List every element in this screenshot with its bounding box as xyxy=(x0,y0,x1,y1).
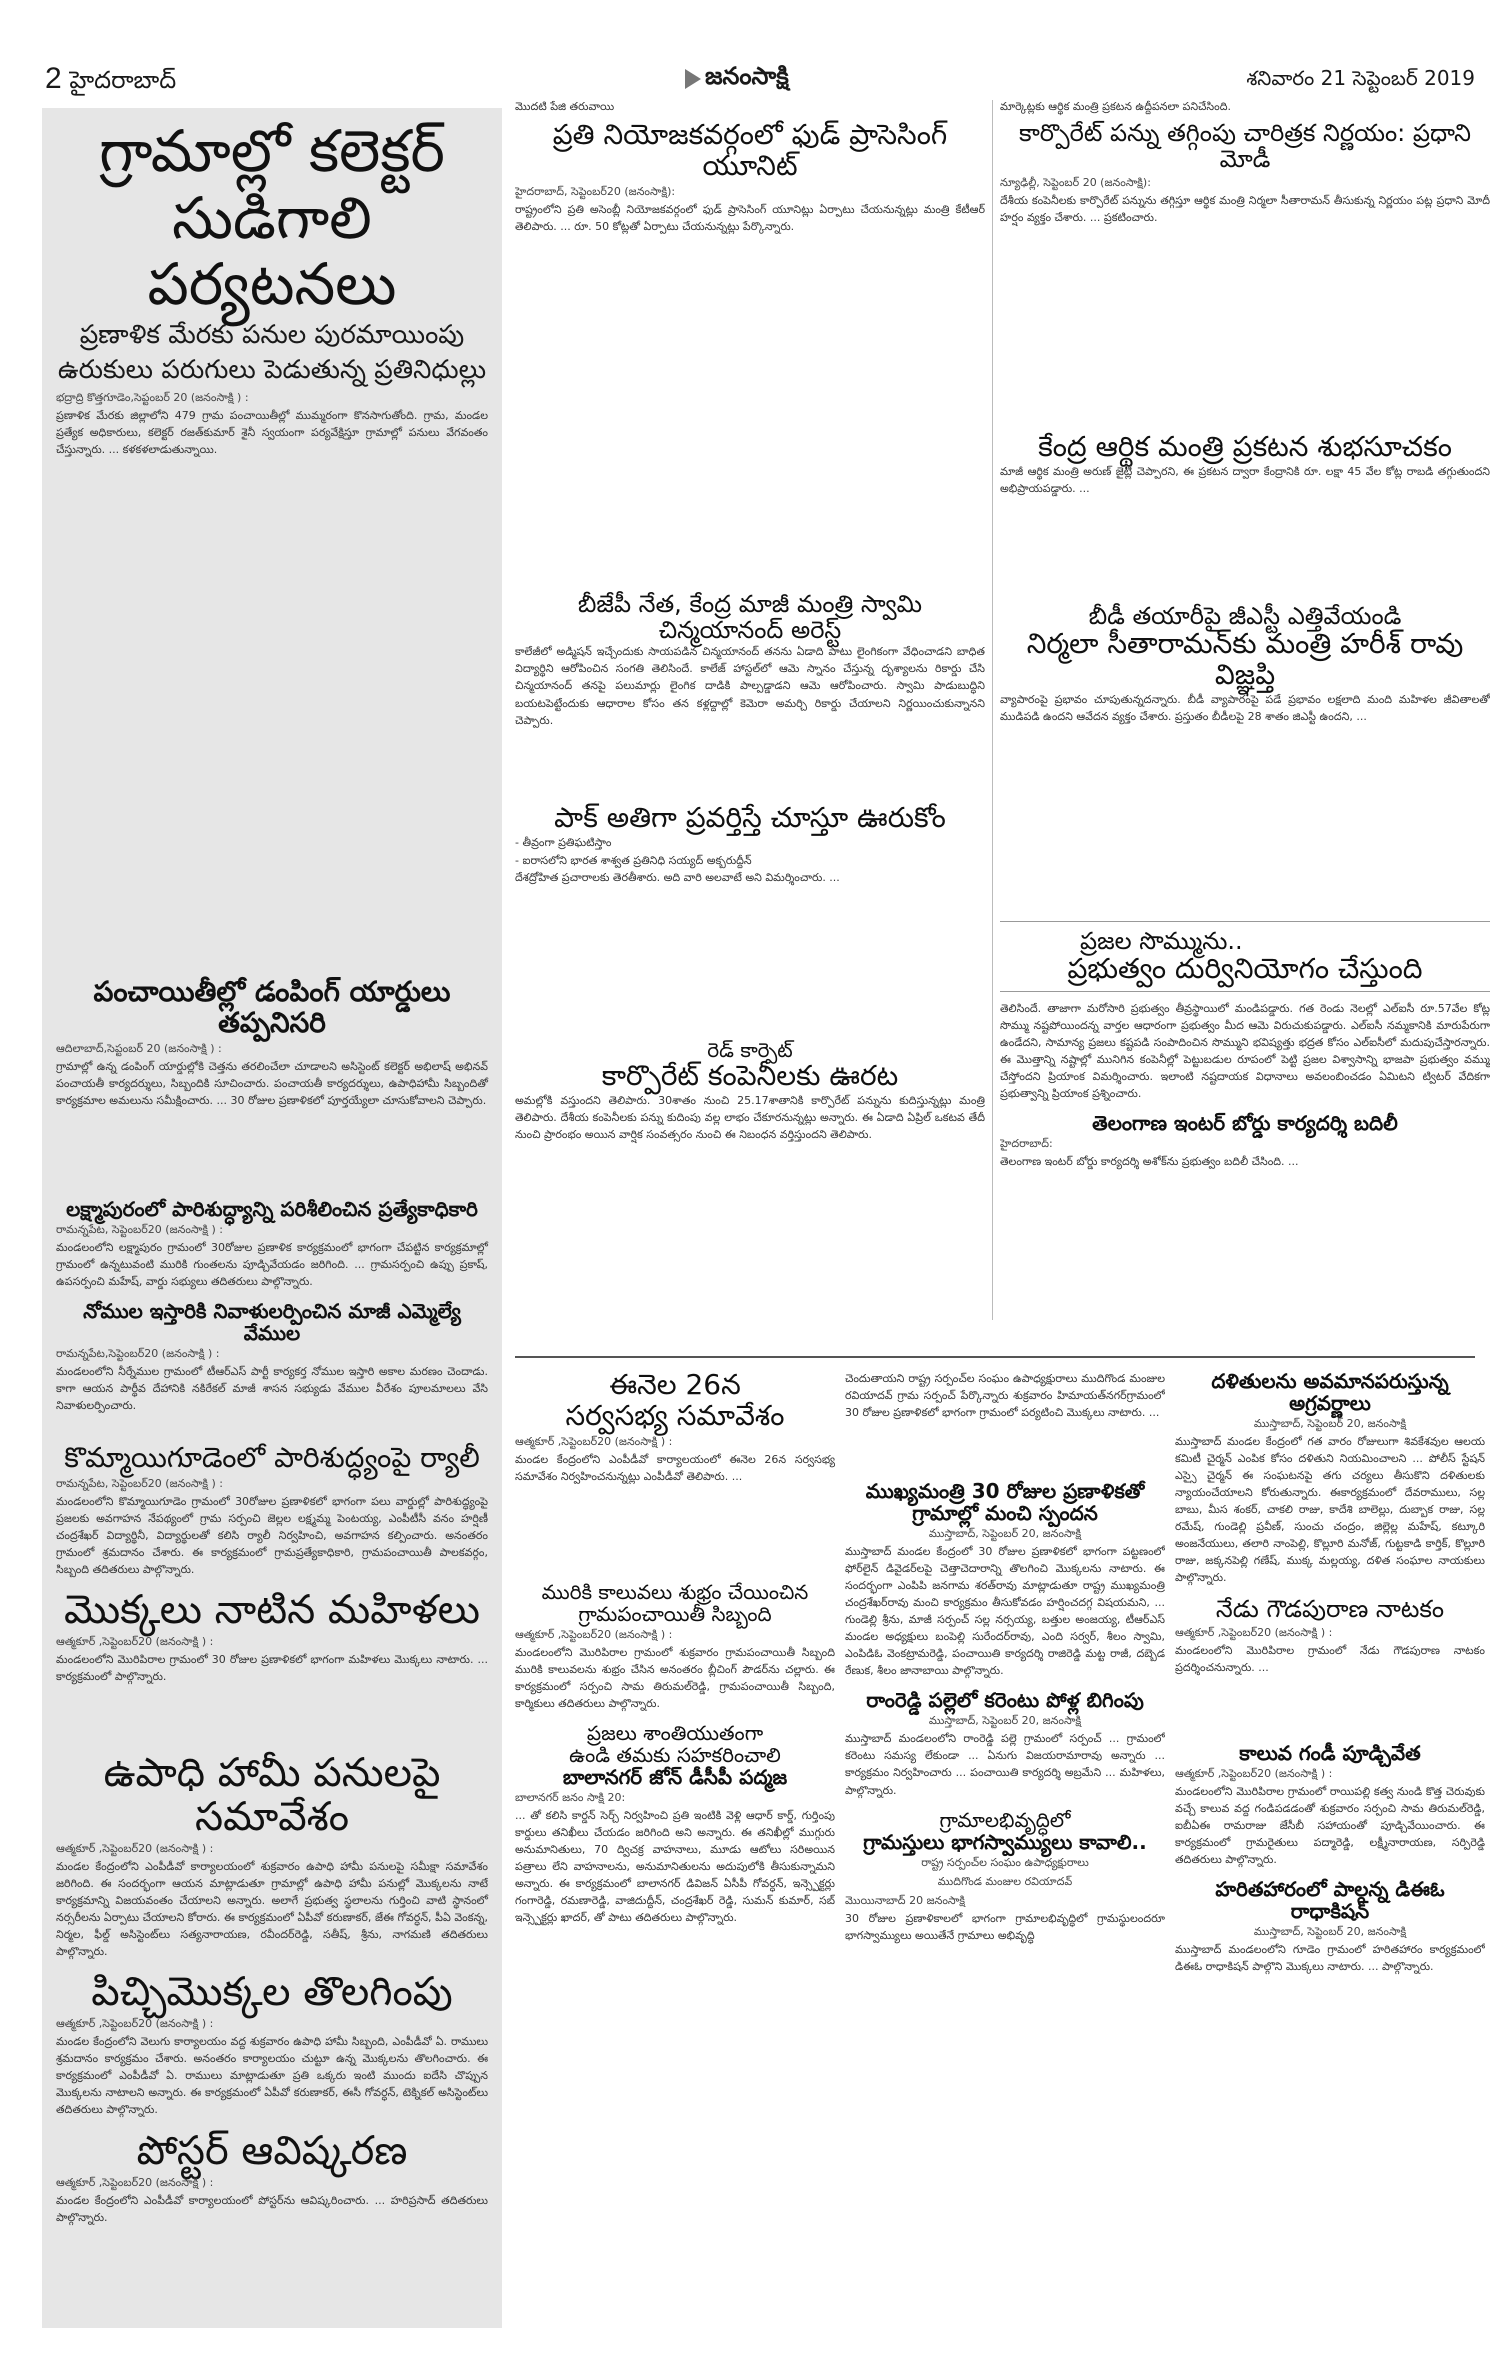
dateline: ముస్తాబాద్, సెప్టెంబర్ 20, జనంసాక్షి xyxy=(1253,1417,1407,1430)
story-headline: నేడు గౌడపురాణ నాటకం xyxy=(1215,1595,1445,1624)
story-headline-line2: గ్రామస్తులు భాగస్వామ్యులు కావాలి.. xyxy=(863,1829,1147,1854)
story-women-plant-saplings xyxy=(56,1588,488,1741)
story-headline-line1: గ్రామాలభివృద్ధిలో xyxy=(939,1807,1071,1832)
story-headline-line1: ఈనెల 26న xyxy=(609,1370,741,1401)
story-bullet: - ఐరాసలోని భారత శాశ్వత ప్రతినిధి సయ్యద్ అక్బరుద్దీన్ xyxy=(515,853,752,867)
lead-story xyxy=(56,118,488,967)
story-byline-2: ముదిగొండ మంజుల రవియాదవ్ xyxy=(937,1874,1073,1888)
story-headline: కేంద్ర ఆర్థిక మంత్రి ప్రకటన శుభసూచకం xyxy=(1038,429,1452,463)
article-body: గ్రామాల్లో ఉన్న డంపింగ్ యార్డుల్లోకి చెత్తను తరలించేలా చూడాలని అసిస్టెంట్ కలెక్టర్ అభిలాష్ అభినవ్ పంచాయతీ కార్యదర్శులు, సిబ్బందికి సూచించారు. పంచాయతీ కార్యదర్శులు, ఉపాధిహామీ సిబ్బందితో కార్యక్రమాల అమలును సమీక్షించారు. ... 30 రోజుల ప్రణాళికలో పూర్తయ్యేలా చూసుకోవాలని చెప్పారు. xyxy=(56,1059,488,1107)
article-body: చెందుతాయని రాష్ట్ర సర్పంచ్‌ల సంఘం ఉపాధ్యక్షురాలు ముదిగొండ మంజుల రవియాదవ్ గ్రామ సర్పంచ్ పేర్కొన్నారు శుక్రవారం హిమాయత్‌నగర్‌గ్రామంలో 30 రోజుల ప్రణాళికలో భాగంగా గ్రామంలో పర్యటించి మొక్కలు నాటారు. ... xyxy=(845,1372,1165,1420)
dateline: బాలానగర్ జనం సాక్షి 20: xyxy=(515,1790,626,1804)
article-body: దేశద్రోహిత ప్రచారాలకు తెరతీశారు. అది వారి అలవాటే అని విమర్శించారు. ... xyxy=(515,871,840,885)
boxed-headline xyxy=(1000,921,1490,992)
article-body: మండలంలోని మొరిపిరాల గ్రామంలో 30 రోజుల ప్రణాళికలో భాగంగా మహిళలు మొక్కలు నాటారు. ... కార్యక్రమంలో పాల్గొన్నారు. xyxy=(56,1653,488,1684)
story-headline-line1: మురికి కాలువలు శుభ్రం చేయించిన xyxy=(541,1579,809,1604)
article-body: మండలంలోని మొరిపిరాల గ్రామంలో నేడు గౌడపురాణ నాటకం ప్రదర్శించనున్నారు. ... xyxy=(1175,1643,1485,1674)
story-inter-board-transfer xyxy=(1000,1112,1490,1170)
lead-headline-line1: గ్రామాల్లో కలెక్టర్ xyxy=(99,117,445,185)
story-headline-line2: ఉండి తమకు సహకరించాలి xyxy=(569,1742,781,1767)
dateline: మొయినాబాద్ 20 జనంసాక్షి xyxy=(845,1893,965,1907)
article-body: మండలంలోని కొమ్మాయిగూడెం గ్రామంలో 30రోజుల ప్రణాళికలో భాగంగా పలు వార్డుల్లో పారిశుద్ధ్యంపై ప్రజలకు అవగాహన నేపథ్యంలో గ్రామ సర్పంచి జెల్లల లక్ష్మమ్మ పెంటయ్య, ఎంపీటీసీ వనం హర్షిణీ చంద్రశేఖర్ విద్యార్థినీ, విద్యార్థులతో కలిసి ర్యాలీ నిర్వహించి, అవగాహన కల్పించారు. అనంతరం గ్రామంలో శ్రమదానం చేశారు. ఈ కార్యక్రమంలో గ్రామప్రత్యేకాధికారి, గ్రామపంచాయితీ పాలకవర్గం, సిబ్బంది తదితరులు పాల్గొన్నారు. xyxy=(56,1494,488,1576)
article-body: రాష్ట్రంలోని ప్రతి అసెంబ్లీ నియోజకవర్గంలో ఫుడ్ ప్రాసెసింగ్ యూనిట్లు ఏర్పాటు చేయనున్నట్లు మంత్రి కేటీఆర్ తెలిపారు. ... రూ. 50 కోట్లతో ఏర్పాటు చేయనున్నట్లు పేర్కొన్నారు. xyxy=(515,202,985,233)
story-beedi-gst xyxy=(1000,603,1490,911)
story-headline: దళితులను అవమానపరుస్తున్న అగ్రవర్ణాలు xyxy=(1211,1370,1449,1415)
lead-subheadline-1: ప్రణాళిక మేరకు పనుల పురమాయింపు xyxy=(79,320,465,351)
column-divider xyxy=(992,100,993,1320)
right-column xyxy=(1000,100,1490,1320)
dateline: ముస్తాబాద్, సెప్టెంబర్ 20, జనంసాక్షి xyxy=(928,1714,1082,1728)
story-modi-tax-cut xyxy=(1000,120,1490,422)
article-body: మండలంలోని నీర్నేముల గ్రామంలో టీఆర్ఎస్ పార్టీ కార్యకర్త నోముల ఇస్తారి అకాల మరణం చెందాడు. కాగా ఆయన పార్థీవ దేహానికి నకిరేకల్ మాజీ శాసన సభ్యుడు వేముల వీరేశం పూలమాలలు వేసి నివాళులర్పించారు. xyxy=(56,1364,488,1413)
story-headline: రాంరెడ్డి పల్లెలో కరెంటు పోళ్ల బిగింపు xyxy=(866,1688,1144,1713)
story-headline: పంచాయితీల్లో డంపింగ్ యార్డులు తప్పనిసరి xyxy=(93,975,451,1040)
article-body: మండలంలోని మొరిపిరాల గ్రామంలో శుక్రవారం గ్రామపంచాయితీ సిబ్బంది మురికి కాలువలను శుభ్రం చేసిన అనంతరం బ్లీచింగ్ పౌడర్‌ను చల్లారు. ఈ కార్యక్రమంలో సర్పంచి సామ తిరుమల్‌రెడ్డి, గ్రామపంచాయితీ సిబ్బంది, కార్మికులు తదితరులు పాల్గొన్నారు. xyxy=(515,1645,835,1710)
dateline: ముస్తాబాద్, సెప్టెంబర్ 20, జనంసాక్షి xyxy=(1253,1925,1407,1939)
story-headline-line2: సర్వసభ్య సమావేశం xyxy=(565,1398,785,1432)
story-sarpanch-continued xyxy=(845,1370,1165,1470)
continued-text: మార్కెట్లకు ఆర్థిక మంత్రి ప్రకటన ఉద్దీపనలా పనిచేసింది. xyxy=(1000,100,1231,113)
article-body: 30 రోజుల ప్రణాళికాలలో భాగంగా గ్రామాలభివృద్ధిలో గ్రామస్థులందరూ భాగస్వామ్యులు అయితేనే గ్రామాలు అభివృద్ధి xyxy=(845,1911,1165,1942)
article-body: మాజీ ఆర్థిక మంత్రి అరుణ్ జైట్లీ చెప్పారని, ఈ ప్రకటన ద్వారా కేంద్రానికి రూ. లక్షా 45 వేల కోట్ల రాబడి తగ్గుతుందని అభిప్రాయపడ్డారు. ... xyxy=(1000,464,1490,495)
story-general-body-meeting xyxy=(515,1370,835,1571)
story-headline: ప్రభుత్వం దుర్వినియోగం చేస్తుంది xyxy=(1067,951,1423,985)
newspaper-logo xyxy=(685,62,789,96)
article-body: తెలిసిందే. తాజాగా మరోసారి ప్రభుత్వం తీవ్రస్థాయిలో మండిపడ్డారు. గత రెండు నెలల్లో ఎల్‌ఐసీ రూ.57వేల కోట్ల సొమ్ము నష్టపోయిందన్న వార్తల ఆధారంగా ప్రభుత్వం మీద ఆమె విరుచుకుపడ్డారు. ఎల్‌ఐసీ నమ్మకానికి మారుపేరుగా ఉండేదని, సామాన్య ప్రజలు కష్టపడి సంపాదించిన సొమ్ముని భవిష్యత్తు భద్రత కోసం ఎల్‌ఐసీలో మదుపుచేస్తారన్నారు. ఈ మొత్తాన్ని నష్టాల్లో మునిగిన కంపెనీల్లో పెట్టుబడుల రూపంలో పెట్టి ప్రజల విశ్వాసాన్ని భాజపా ప్రభుత్వం వమ్ము చేస్తోందని ప్రియాంక విమర్శించారు. ఇలాంటి నష్టదాయక విధానాలు అవలంబించడం ఏమిటని ట్విటర్ వేదికగా ప్రభుత్వాన్ని ప్రియాంక ప్రశ్నించారు. xyxy=(1000,1001,1490,1100)
left-column xyxy=(42,108,502,2328)
story-bullet: - తీవ్రంగా ప్రతిఘటిస్తాం xyxy=(515,836,612,850)
dateline: ఆత్మకూర్ ,సెప్టెంబర్20 (జనంసాక్షి ) : xyxy=(56,2017,214,2031)
article-body: ముస్తాబాద్ మండల కేంద్రంలో గత వారం రోజులుగా శివకేశవుల ఆలయ కమిటీ చైర్మన్ ఎంపిక కోసం దళితుని నియమించాలని ... పోలీస్ స్టేషన్ ఎస్సై చైర్మన్ ఈ సంఘటనపై తగు చర్యలు తీసుకొని దళితులకు న్యాయంచేయాలని కోరుతున్నారు. ఈకార్యక్రమంలో దేవరాములు, సల్ల బాబు, మీస శంకర్, చాకలి రాజు, కాదేశి బాలెల్లు, దుబ్బాక రాజు, సల్ల రమేష్, గుండెల్లి ప్రవీణ్, సుంచు చంద్రం, జిల్లెల్ల మహేష్, కట్కూరి అంజనేయులు, తలారి నాంపెల్లి, కొల్లూరి మనోజ్, గుట్టకాడి కార్తిక్, కొల్లూరి రాజు, జక్కనపెల్లి గణేష్, ముక్క మల్లయ్య, దళిత సంఘాల నాయకులు పాల్గొన్నారు. xyxy=(1175,1435,1485,1585)
lead-subheadline-2: ఉరుకులు పరుగులు పెడుతున్న ప్రతినిధుల్లు xyxy=(57,355,487,386)
story-chinmayanand-arrest xyxy=(515,591,985,794)
dateline: రామన్నపేట,సెప్టెంబర్20 (జనంసాక్షి ) : xyxy=(56,1346,220,1360)
story-corporate-relief xyxy=(515,1039,985,1143)
article-body: ముస్తాబాద్ మండలంలోని గూడెం గ్రామంలో హరితహారం కార్యక్రమంలో డిఈఓ రాధాకిషన్ పాల్గొని మొక్కలు నాటారు. ... పాల్గొన్నారు. xyxy=(1175,1943,1485,1974)
story-haritha-haram-deo xyxy=(1175,1878,1485,1975)
article-body: మండల కేంద్రంలోని ఎంపీడీవో కార్యాలయంలో ఈనెల 26న సర్వసభ్య సమావేశం నిర్వహించనున్నట్లు ఎంపీడీవో తెలిపారు. ... xyxy=(515,1452,835,1483)
story-headline: తెలంగాణ ఇంటర్ బోర్డు కార్యదర్శి బదిలీ xyxy=(1092,1111,1398,1136)
dateline: ఆత్మకూర్ ,సెప్టెంబర్20 (జనంసాక్షి ) : xyxy=(56,1635,214,1649)
story-headline: కార్పొరేట్ పన్ను తగ్గింపు చారిత్రక నిర్ణయం: ప్రధాని మోడీ xyxy=(1018,119,1472,174)
dateline: భద్రాద్రి కొత్తగూడెం,సెప్టంబర్ 20 (జనంసాక్షి ) : xyxy=(56,391,249,405)
story-drain-cleaning xyxy=(515,1581,835,1712)
story-headline-line2: గ్రామపంచాయితీ సిబ్బంది xyxy=(578,1601,772,1626)
story-dcp-padmaja xyxy=(515,1722,835,1926)
story-dumping-yards xyxy=(56,977,488,1188)
edition-name: హైదరాబాద్ xyxy=(69,66,177,94)
story-byline: బాలానగర్ జోన్ డీసీపీ పద్మజ xyxy=(562,1764,788,1789)
story-headline: కాలువ గండీ పూడ్చివేత xyxy=(1239,1740,1421,1765)
article-body: మండలంలోని లక్ష్మాపురం గ్రామంలో 30రోజుల ప్రణాళిక కార్యక్రమంలో భాగంగా చేపట్టిన కార్యక్రమాల్లో గ్రామంలో ఉన్నటువంటి మురికి గుంతలను పూడ్చివేయడం జరిగింది. ... గ్రామసర్పంచి ఉప్పు ప్రకాష్, ఉపసర్పంచి మహేష్, వార్డు సభ్యులు తదితరులు పాల్గొన్నారు. xyxy=(56,1240,488,1288)
article-body: ముస్తాబాద్ మండల కేంద్రంలో 30 రోజుల ప్రణాళికలో భాగంగా పట్టణంలో ఫోర్‌లైన్ డివైడర్‌లపై చెత్తాచెదారాన్ని తొలగించి మొక్కలను నాటారు. ఈ సందర్భంగా ఎంపిపి జనగామ శరత్‌రావు మాట్లాడుతూ రాష్ట్ర ముఖ్యమంత్రి చంద్రశేఖర్‌రావు మంచి కార్యక్రమం తీసుకోవడం హర్షించదగ్గ విషయమని, ... గుండెల్లి శ్రీను, మాజీ సర్పంచ్ సల్ల నర్సయ్య, బత్తుల అంజయ్య, టీఆర్ఎస్ మండల అధ్యక్షులు బంపెల్లి సురేందర్‌రావు, ఎంది సర్వర్, శీలం స్వామి, ఎంపిడిఓ వెంకట్రామరెడ్డి, పంచాయితి కార్యదర్శి రాజిరెడ్డి మట్ట రాజీ, దబ్బెడ రేణుక, శీలం జానాబాయి పాల్గొన్నారు. xyxy=(845,1545,1165,1678)
story-village-development xyxy=(845,1809,1165,1944)
dateline: హైదరాబాద్: xyxy=(1000,1137,1053,1151)
article-body: మండల కేంద్రంలోని ఎంపీడీవో కార్యాలయంలో శుక్రవారం ఉపాధి హామీ పనులపై సమీక్షా సమావేశం జరిగింది. ఈ సందర్భంగా ఆయన మాట్లాడుతూ గ్రామాల్లో ఉపాధి హామీ పనుల్లో మొక్కలను నాటే కార్యక్రమాన్ని విజయవంతం చేయాలని అన్నారు. అలాగే ప్రభుత్వ స్థలాలను గుర్తించి వాటి స్థానంలో నర్సరీలను ఏర్పాటు చేయాలని కోరారు. ఈ కార్యక్రమంలో ఏపీవో కరుణాకర్, జేఈ గోవర్ధన్, పీఏ వెంకన్న, నిర్మల, ఫీల్డ్ అసిస్టెంట్‌లు సత్యనారాయణ, రవీందర్‌రెడ్డి, సతీష్, శ్రీను, నాగమణి తదితరులు పాల్గొన్నారు. xyxy=(56,1860,488,1959)
story-nomula-tribute xyxy=(56,1300,488,1433)
masthead xyxy=(0,62,1500,95)
story-public-money-misuse xyxy=(1000,921,1490,1102)
article-body: ముస్తాబాద్ మండలంలోని రాంరెడ్డి పల్లె గ్రామంలో సర్పంచ్ ... గ్రామంలో కరెంటు సమస్య లేకుండా ... ఏనుగు విజయరామారావు అన్నారు ... కార్యక్రమం నిర్వహించారు ... పంచాయితి కార్యదర్శి అబ్రమేని ... మహిళలు, పాల్గొన్నారు. xyxy=(845,1732,1165,1797)
story-headline: నోముల ఇస్తారికి నివాళులర్పించిన మాజీ ఎమ్మెల్యే వేముల xyxy=(83,1298,461,1345)
article-body: వ్యాపారంపై ప్రభావం చూపుతున్నదన్నారు. బీడీ వ్యాపారంపై పడే ప్రభావం లక్షలాది మంది మహిళల జీవితాలతో ముడిపడి ఉందని ఆవేదన వ్యక్తం చేశారు. ప్రస్తుతం బీడీలపై 28 శాతం జిఎస్టీ ఉందని, ... xyxy=(1000,692,1490,723)
story-lakshmapuram xyxy=(56,1198,488,1290)
section-divider xyxy=(515,1356,1475,1358)
article-body: కాలేజీలో అడ్మిషన్ ఇచ్చేందుకు సాయపడిన చిన్మయానంద్ తనను ఏడాది పాటు లైంగికంగా వేధించాడని బాధిత విద్యార్థిని ఆరోపించిన సంగతి తెలిసిందే. కాలేజ్ హాస్టల్‌లో ఆమె స్నానం చేస్తున్న దృశ్యాలను రికార్డు చేసి చిన్మయానంద్ తనపై పలుమార్లు లైంగిక దాడికి పాల్పడ్డాడని ఆమె ఆరోపించారు. స్వామి పాడుబుద్ధిని బయటపెట్టేందుకు ఆధారాల కోసం తన కళ్లద్దాల్లో కెమెరా అమర్చి రికార్డు చేయాలని నిర్ణయించుకున్నానని చెప్పారు. xyxy=(515,645,985,727)
story-headline: ప్రతి నియోజకవర్గంలో ఫుడ్ ప్రాసెసింగ్ యూనిట్ xyxy=(552,118,948,182)
article-body: అమల్లోకి వస్తుందని తెలిపారు. 30శాతం నుంచి 25.17శాతానికి కార్పొరేట్ పన్నును కుదిస్తున్నట్లు మంత్రి తెలిపారు. దేశీయ కంపెనీలకు పన్ను కుదింపు వల్ల లాభం చేకూరనున్నట్లు అన్నారు. ఈ ఏడాది ఏప్రిల్ ఒకటవ తేదీ నుంచి ప్రారంభం అయిన వార్షిక సంవత్సరం నుంచి ఈ నిబంధన వర్తిస్తుందని తెలిపారు. xyxy=(515,1094,985,1142)
dateline: ఆత్మకూర్ ,సెప్టెంబర్20 (జనంసాక్షి ) : xyxy=(1175,1766,1333,1780)
story-headline: బీడీ తయారీపై జీఎస్టీ ఎత్తివేయండి xyxy=(1088,601,1402,630)
story-headline: ఉపాధి హామీ పనులపై సమావేశం xyxy=(103,1750,441,1841)
story-headline: కొమ్మాయిగూడెంలో పారిశుద్ధ్యంపై ర్యాలీ xyxy=(64,1440,480,1474)
story-canal-breach-fixed xyxy=(1175,1742,1485,1868)
story-cm-30-day-plan xyxy=(845,1480,1165,1679)
story-ramreddy-palle-poles xyxy=(845,1689,1165,1798)
story-kicker: ప్రజల సొమ్మును.. xyxy=(1080,926,1243,955)
article-body: దేశీయ కంపెనీలకు కార్పొరేట్ పన్నును తగ్గిస్తూ ఆర్థిక మంత్రి నిర్మలా సీతారామన్ తీసుకున్న నిర్ణయం పట్ల ప్రధాని మోదీ హర్షం వ్యక్తం చేశారు. ... ప్రకటించారు. xyxy=(1000,193,1490,224)
story-food-processing xyxy=(515,120,985,581)
article-body: ప్రణాళిక మేరకు జిల్లాలోని 479 గ్రామ పంచాయితీల్లో ముమ్మరంగా కొనసాగుతోంది. గ్రామ, మండల ప్రత్యేక అధికారులు, కలెక్టర్ రజత్‌కుమార్ శైనీ స్వయంగా పర్యవేక్షిస్తూ గ్రామాల్లో పనులు వేగవంతం చేస్తున్నారు. ... కళకళలాడుతున్నాయి. xyxy=(56,409,488,457)
dateline: ఆత్మకూర్ ,సెప్టెంబర్20 (జనంసాక్షి ) : xyxy=(515,1434,673,1448)
story-headline: లక్ష్మాపురంలో పారిశుద్ధ్యాన్ని పరిశీలించిన ప్రత్యేకాధికారి xyxy=(66,1196,478,1221)
story-pakistan-warning xyxy=(515,803,985,1029)
dateline: ఆత్మకూర్ ,సెప్టెంబర్20 (జనంసాక్షి ) : xyxy=(515,1627,673,1641)
dateline: ఆత్మకూర్ ,సెప్టెంబర్20 (జనంసాక్షి ) : xyxy=(56,2175,214,2189)
story-headline: కార్పొరేట్ కంపెనీలకు ఊరట xyxy=(601,1059,899,1093)
story-headline: పోస్టర్ ఆవిష్కరణ xyxy=(136,2127,408,2174)
story-headline: బీజేపీ నేత, కేంద్ర మాజీ మంత్రి స్వామి చిన్మయానంద్ అరెస్ట్ xyxy=(577,589,923,644)
story-headline: పాక్ అతిగా ప్రవర్తిస్తే చూస్తూ ఊరుకోం xyxy=(554,801,946,835)
story-gowda-purana-play xyxy=(1175,1596,1485,1731)
lead-headline-line2: సుడిగాలి పర్యటనలు xyxy=(147,183,397,319)
story-headline: మొక్కలు నాటిన మహిళలు xyxy=(64,1587,480,1634)
dateline: రామన్నపేట, సెప్టెంబర్20 (జనంసాక్షి ) : xyxy=(56,1476,223,1490)
story-subheadline: నిర్మలా సీతారామన్‌కు మంత్రి హరీశ్ రావు విజ్ఞప్తి xyxy=(1026,626,1464,691)
bottom-column-3 xyxy=(1175,1370,1485,2330)
logo-text: జనంసాక్షి xyxy=(705,62,789,90)
dateline: హైదరాబాద్, సెప్టెంబర్20 (జనంసాక్షి): xyxy=(515,184,676,198)
bottom-column-1 xyxy=(515,1370,835,2330)
story-headline: పిచ్చిమొక్కల తొలగింపు xyxy=(91,1969,453,2016)
dateline: ఆత్మకూర్ ,సెప్టెంబర్20 (జనంసాక్షి ) : xyxy=(56,1842,214,1856)
middle-column xyxy=(515,100,985,1320)
page-number: 2 xyxy=(45,62,62,95)
article-body: ... తో కలిసి కార్డన్ సెర్చ్ నిర్వహించి ప్రతి ఇంటికి వెళ్లి ఆధార్ కార్డ్, గుర్తింపు కార్డులు తనిఖీలు చేయడం జరిగింది అని అన్నారు. ఈ తనిఖీల్లో ముగ్గురు అనుమానితులు, 70 ద్విచక్ర వాహనాలు, మూడు ఆటోలు సరిఅయిన పత్రాలు లేని వాహనాలను, అనుమానితులను అదుపులోకి తీసుకున్నామని అన్నారు. ఈ కార్యక్రమంలో బాలానగర్ డివిజన్ ఏసీపీ గోవర్ధన్, ఇన్స్పెక్టర్లు గంగారెడ్డి, రమణారెడ్డి, వాజిదుద్దీన్, చంద్రశేఖర్ రెడ్డి, సుమన్ కుమార్, సబ్ ఇన్స్పెక్టర్లు ఖాదర్, తో పాటు తదితరులు పాల్గొన్నారు. xyxy=(515,1808,835,1925)
dateline: రామన్నపేట, సెప్టెంబర్20 (జనంసాక్షి ) : xyxy=(56,1222,223,1236)
dateline: ముస్తాబాద్, సెప్టెంబర్ 20, జనంసాక్షి xyxy=(928,1527,1082,1540)
bottom-column-2 xyxy=(845,1370,1165,2330)
article-body: మండల కేంద్రంలోని వెలుగు కార్యాలయం వద్ద శుక్రవారం ఉపాధి హామీ సిబ్బంది, ఎంపీడీవో ఏ. రాములు శ్రమదానం కార్యక్రమం చేశారు. అనంతరం కార్యాలయం చుట్టూ ఉన్న మొక్కలను తొలగించారు. ఈ కార్యక్రమంలో ఎంపీడీవో ఏ. రాములు మాట్లాడుతూ ప్రతి ఒక్కరు ఇంటి ముందు ఐదేసి చొప్పున మొక్కలను నాటాలని అన్నారు. ఈ కార్యక్రమంలో ఏపీవో కరుణాకర్, ఈసీ గోవర్ధన్, టెక్నికల్ అసిస్టెంట్‌లు తదితరులు పాల్గొన్నారు. xyxy=(56,2035,488,2117)
article-body: మండల కేంద్రంలోని ఎంపీడీవో కార్యాలయంలో పోస్టర్‌ను ఆవిష్కరించారు. ... హరిప్రసాద్ తదితరులు పాల్గొన్నారు. xyxy=(56,2193,488,2224)
continued-from-front-label: మొదటి పేజి తరువాయి xyxy=(515,100,615,113)
page-label xyxy=(45,62,176,100)
story-headline-line1: ముఖ్యమంత్రి 30 రోజుల ప్రణాళికతో xyxy=(865,1479,1145,1503)
story-nrega-meeting xyxy=(56,1751,488,1960)
story-kommayigudem-rally xyxy=(56,1440,488,1578)
story-headline-line2: గ్రామాల్లో మంచి స్పందన xyxy=(912,1501,1098,1525)
story-headline-line1: ప్రజలు శాంతియుతంగా xyxy=(586,1720,764,1745)
story-finance-minister-announcement xyxy=(1000,429,1490,593)
dateline: న్యూఢిల్లీ, సెప్టెంబర్ 20 (జనంసాక్షి): xyxy=(1000,175,1151,189)
article-body: మండలంలోని మొరిపిరాల గ్రామంలో రాయిపల్లి కత్వ నుండి కొత్త చెరువుకు వచ్చే కాలువ వద్ద గండిపడడంతో శుక్రవారం సర్పంచి సామ తిరుమల్‌రెడ్డి, ఐబీఏఈ రామరాజు జేసీబీ సహాయంతో పూడ్చివేయించారు. ఈ కార్యక్రమంలో గ్రామరైతులు పద్మారెడ్డి, లక్ష్మీనారాయణ, సర్పిరెడ్డి తదితరులు పాల్గొన్నారు. xyxy=(1175,1784,1485,1866)
story-weed-removal xyxy=(56,1970,488,2118)
dateline: ఆత్మకూర్ ,సెప్టెంబర్20 (జనంసాక్షి ) : xyxy=(1175,1625,1333,1639)
story-poster-launch xyxy=(56,2129,488,2226)
article-body: తెలంగాణ ఇంటర్ బోర్డు కార్యదర్శి అశోక్‌ను ప్రభుత్వం బదిలీ చేసింది. ... xyxy=(1000,1155,1299,1169)
story-dalits-insulted xyxy=(1175,1370,1485,1586)
story-byline-1: రాష్ట్ర సర్పంచ్‌ల సంఘం ఉపాధ్యక్షురాలు xyxy=(921,1855,1089,1869)
story-kicker: రెడ్ కార్పెట్ xyxy=(707,1038,793,1063)
issue-date: శనివారం 21 సెప్టెంబర్ 2019 xyxy=(1246,66,1475,90)
story-headline: హరితహారంలో పాల్గన్న డిఈఓ రాధాకిషన్ xyxy=(1215,1877,1445,1924)
logo-arrow-icon xyxy=(685,69,701,89)
dateline: ఆదిలాబాద్,సెప్టంబర్ 20 (జనంసాక్షి ) : xyxy=(56,1041,222,1055)
